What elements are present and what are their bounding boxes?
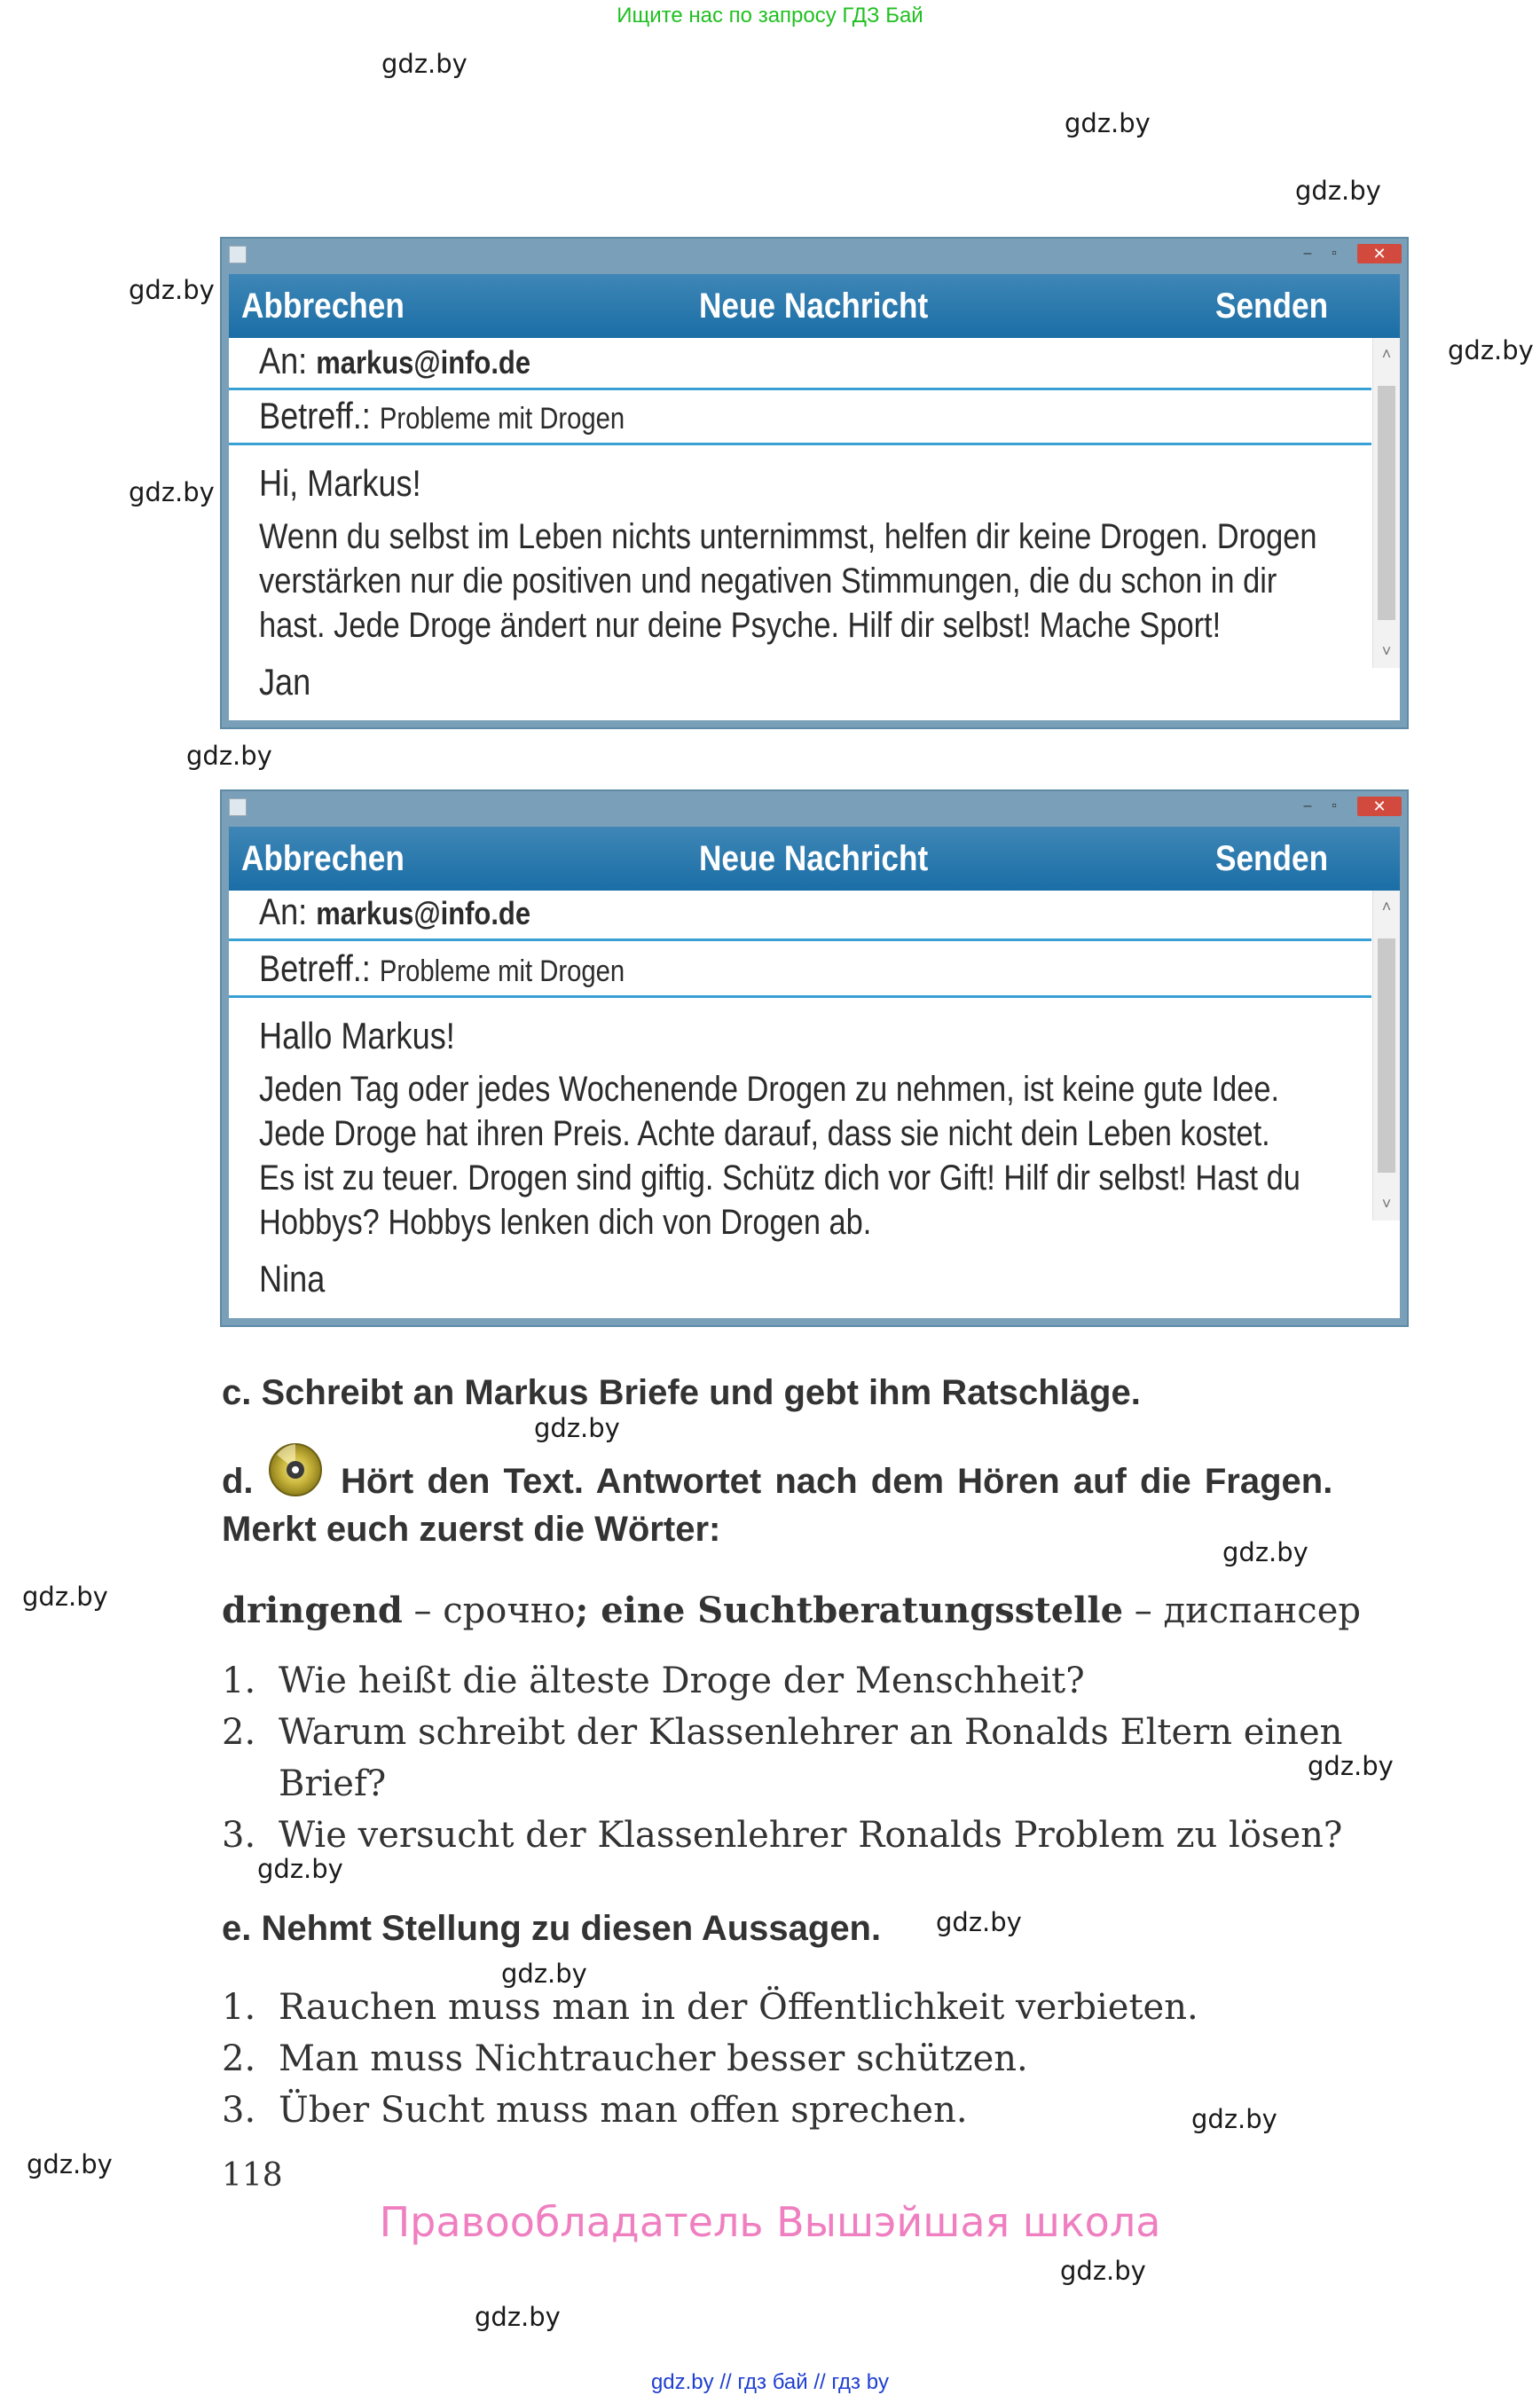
window-title: Neue Nachricht [699, 287, 929, 326]
scroll-up-icon[interactable]: ˄ [1381, 345, 1392, 363]
page-number: 118 [222, 2157, 283, 2194]
maximize-icon[interactable]: ▫ [1332, 798, 1337, 813]
top-search-link[interactable]: Ищите нас по запросу ГДЗ Бай [617, 4, 923, 27]
window-title: Neue Nachricht [699, 839, 929, 878]
watermark: gdz.by [1191, 2104, 1277, 2134]
email-greeting: Hi, Markus! [259, 462, 421, 504]
subject-field[interactable] [259, 947, 684, 990]
to-field[interactable] [259, 340, 575, 382]
question-text: Wie versucht der Klassenlehrer Ronalds Problem zu lösen? [279, 1815, 1343, 1856]
watermark: gdz.by [1448, 335, 1534, 365]
statement-number: 2. [222, 2038, 256, 2079]
footer-separator: // [813, 2370, 826, 2394]
app-icon [229, 246, 247, 263]
email-signature: Nina [259, 1258, 326, 1300]
scroll-down-icon[interactable]: ˅ [1381, 642, 1392, 660]
statement-text: Man muss Nichtraucher besser schützen. [279, 2038, 1028, 2079]
email-body-line: Hobbys? Hobbys lenken dich von Drogen ab. [259, 1203, 872, 1242]
close-icon[interactable]: ✕ [1357, 797, 1402, 816]
close-icon[interactable]: ✕ [1357, 244, 1402, 263]
to-label: An: [259, 340, 308, 381]
question-text: Warum schreibt der Klassenlehrer an Ronalds Eltern einen [279, 1712, 1343, 1753]
email-signature: Jan [259, 661, 311, 703]
footer-link-gdz-bai[interactable]: гдз бай [737, 2370, 808, 2394]
email-window-jan [220, 237, 1409, 729]
task-d-label: d. [222, 1462, 254, 1501]
question-number: 3. [222, 1815, 256, 1856]
subject-label: Betreff.: [259, 947, 371, 989]
watermark: gdz.by [129, 477, 215, 507]
scrollbar[interactable] [1372, 891, 1400, 1221]
divider [229, 388, 1371, 390]
vocab-translation: – срочно [402, 1590, 576, 1631]
statement-text: Über Sucht muss man offen sprechen. [279, 2090, 968, 2131]
footer-links [0, 2370, 1540, 2395]
statement-number: 3. [222, 2090, 256, 2131]
question-text-continued: Brief? [279, 1763, 387, 1804]
watermark: gdz.by [27, 2149, 113, 2179]
email-body-line: hast. Jede Droge ändert nur deine Psyche. Hilf dir selbst! Mache Sport! [259, 606, 1222, 645]
email-toolbar [229, 827, 1400, 891]
app-icon [229, 798, 247, 816]
email-body-line: verstärken nur die positiven und negativen Stimmungen, die du schon in dir [259, 561, 1277, 601]
window-titlebar [222, 791, 1407, 827]
watermark: gdz.by [1295, 176, 1381, 206]
watermark: gdz.by [1065, 108, 1151, 138]
watermark: gdz.by [1222, 1537, 1308, 1567]
subject-value: Probleme mit Drogen [379, 402, 625, 436]
task-d-text-2: Merkt euch zuerst die Wörter: [222, 1510, 721, 1549]
statement-text: Rauchen muss man in der Öffentlichkeit verbieten. [279, 1987, 1198, 2028]
question-number: 1. [222, 1661, 256, 1701]
window-titlebar [222, 239, 1407, 274]
watermark: gdz.by [936, 1907, 1022, 1937]
to-field[interactable] [259, 891, 575, 933]
send-button[interactable]: Senden [1215, 839, 1329, 878]
divider [229, 443, 1371, 445]
question-text: Wie heißt die älteste Droge der Menschheit? [279, 1661, 1085, 1701]
watermark: gdz.by [501, 1959, 587, 1989]
to-value: markus@info.de [316, 344, 531, 381]
subject-value: Probleme mit Drogen [379, 954, 625, 988]
scroll-thumb[interactable] [1378, 386, 1395, 620]
scrollbar[interactable] [1372, 338, 1400, 668]
send-button[interactable]: Senden [1215, 287, 1329, 326]
scroll-up-icon[interactable]: ˄ [1381, 898, 1392, 915]
email-body-line: Jede Droge hat ihren Preis. Achte darauf, dass sie nicht dein Leben kostet. [259, 1114, 1270, 1153]
copyright-notice: Правообладатель Вышэйшая школа [379, 2198, 1161, 2246]
email-body-line: Jeden Tag oder jedes Wochenende Drogen zu nehmen, ist keine gute Idee. [259, 1070, 1280, 1109]
scroll-thumb[interactable] [1378, 938, 1395, 1173]
vocab-translation: – диспансер [1123, 1590, 1361, 1631]
email-body-line: Wenn du selbst im Leben nichts unternimmst, helfen dir keine Drogen. Drogen [259, 517, 1317, 556]
minimize-icon[interactable]: – [1303, 798, 1312, 813]
statement-number: 1. [222, 1987, 256, 2028]
vocab-separator: ; [575, 1590, 589, 1631]
task-e: e. Nehmt Stellung zu diesen Aussagen. [222, 1909, 882, 1948]
email-content [229, 338, 1400, 720]
footer-separator: // [719, 2370, 732, 2394]
watermark: gdz.by [1060, 2256, 1146, 2286]
scroll-down-icon[interactable]: ˅ [1381, 1195, 1392, 1213]
watermark: gdz.by [129, 275, 215, 305]
watermark: gdz.by [534, 1413, 620, 1443]
cancel-button[interactable]: Abbrechen [241, 287, 405, 326]
watermark: gdz.by [475, 2302, 561, 2332]
footer-link-gdz-by[interactable]: gdz.by [650, 2370, 714, 2394]
vocab-word: dringend [222, 1590, 403, 1631]
to-value: markus@info.de [316, 895, 531, 931]
email-content [229, 891, 1400, 1318]
email-greeting: Hallo Markus! [259, 1015, 455, 1056]
email-body-line: Es ist zu teuer. Drogen sind giftig. Schütz dich vor Gift! Hilf dir selbst! Hast du [259, 1158, 1300, 1198]
watermark: gdz.by [22, 1582, 108, 1612]
cancel-button[interactable]: Abbrechen [241, 839, 405, 878]
to-label: An: [259, 891, 308, 932]
email-window-nina [220, 789, 1409, 1327]
minimize-icon[interactable]: – [1303, 246, 1312, 261]
cd-audio-icon[interactable] [268, 1442, 323, 1497]
watermark: gdz.by [381, 49, 468, 79]
task-c: c. Schreibt an Markus Briefe und gebt ihm Ratschläge. [222, 1373, 1141, 1412]
task-d-text: Hört den Text. Antwortet nach dem Hören auf die Fragen. [341, 1462, 1333, 1501]
question-number: 2. [222, 1712, 256, 1753]
watermark: gdz.by [1308, 1751, 1394, 1781]
divider [229, 995, 1371, 998]
footer-link-gdz-by-ru[interactable]: гдз by [831, 2370, 890, 2394]
subject-field[interactable] [259, 395, 684, 437]
subject-label: Betreff.: [259, 395, 371, 436]
vocab-word: eine Suchtberatungsstelle [588, 1590, 1124, 1631]
vocabulary-line [222, 1590, 1361, 1631]
watermark: gdz.by [186, 741, 272, 771]
divider [229, 938, 1371, 941]
watermark: gdz.by [257, 1854, 343, 1884]
maximize-icon[interactable]: ▫ [1332, 246, 1337, 261]
email-toolbar [229, 274, 1400, 338]
